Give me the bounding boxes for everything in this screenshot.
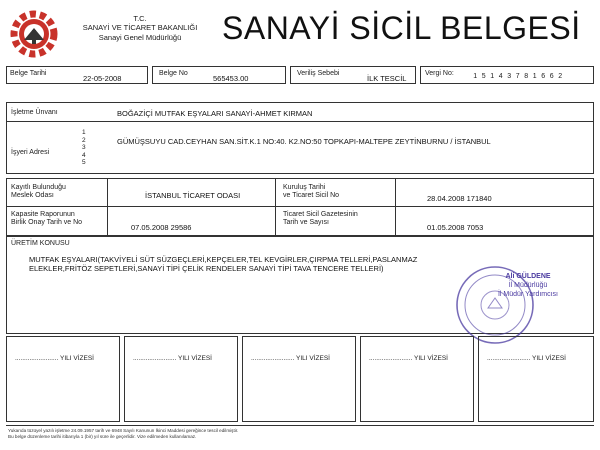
adres-line-number: 1 (82, 129, 86, 136)
vergi-no-digit: 6 (541, 73, 546, 80)
visa-label: ........................ YILI VİZESİ (133, 355, 212, 362)
stamp-name: Ali GÜLDENE (505, 273, 551, 280)
adres-value: GÜMÜŞSUYU CAD.CEYHAN SAN.SİT.K.1 NO:40. K2.NO:50 TOPKAPI-MALTEPE ZEYTİNBURNU / İSTANBUL (117, 137, 491, 146)
adres-line-number: 4 (82, 151, 86, 159)
belge-no-label: Belge No (159, 70, 188, 77)
kayitli-label-line1: Kayıtlı Bulunduğu (11, 184, 66, 191)
verilis-sebebi-label: Veriliş Sebebi (297, 70, 340, 77)
kapasite-label-line2: Birlik Onay Tarih ve No (11, 219, 83, 226)
tc-label: T.C. (133, 14, 147, 23)
vergi-no-digit: 1 (532, 73, 537, 80)
kurulus-label-line2: ve Ticaret Sicil No (283, 192, 340, 199)
isletme-unvani-value: BOĞAZİÇİ MUTFAK EŞYALARI SANAYİ-AHMET KIRMAN (117, 109, 313, 118)
visa-label: ........................ YILI VİZESİ (15, 355, 94, 362)
visa-box (124, 336, 238, 422)
adres-line-number: 3 (82, 144, 86, 151)
vergi-no-digit: 1 (490, 73, 495, 80)
adres-line-number: 5 (82, 159, 86, 166)
belge-no-box (152, 66, 286, 84)
kurulus-value: 28.04.2008 171840 (427, 194, 492, 203)
kurulus-label-line1: Kuruluş Tarihi (283, 184, 326, 191)
registry-hdivider (7, 206, 593, 207)
gazete-label-line2: Tarih ve Sayısı (283, 219, 329, 226)
gazete-value: 01.05.2008 7053 (427, 223, 484, 232)
vergi-no-label: Vergi No: (425, 70, 454, 77)
adres-line-numbers (82, 129, 86, 167)
visa-box (478, 336, 594, 422)
vergi-no-digit: 4 (498, 73, 503, 80)
stamp-office: İl Müdürlüğü (508, 282, 548, 289)
adres-line-number: 2 (82, 136, 86, 144)
kurulus-label (283, 184, 339, 200)
visa-label: ........................ YILI VİZESİ (251, 355, 330, 362)
footer-notes (8, 428, 238, 440)
header-text (70, 14, 210, 43)
footer-divider (6, 425, 594, 426)
signature-stamp (470, 272, 586, 299)
kayitli-value: İSTANBUL TİCARET ODASI (145, 191, 241, 200)
production-label: ÜRETİM KONUSU (11, 240, 70, 247)
visa-box (360, 336, 474, 422)
visa-label: ........................ YILI VİZESİ (369, 355, 448, 362)
directorate-name: Sanayi Genel Müdürlüğü (98, 33, 182, 42)
vergi-no-digit: 5 (481, 73, 486, 80)
visa-label: ........................ YILI VİZESİ (487, 355, 566, 362)
footer-line2: Bu belge düzenleme tarihi itibarıyla 1 (bir) yıl süre ile geçerlidir. Vize edilmeden kullanılamaz. (8, 434, 197, 439)
vergi-no-digit: 7 (515, 73, 520, 80)
footer-line1: Yukarıda tüzüyel yazılı işletme 24.09.1957 tarih ve 6948 Sayılı Kanunun İkinci Maddesi gereğince tescil edilmiştir. (8, 428, 239, 433)
production-text-line1: MUTFAK EŞYALARI(TAKVİYELİ SÜT SÜZGEÇLERİ,KEPÇELER,TEL KEVGİRLER,ÇIRPMA TELLERİ,PASLANMAZ (29, 255, 418, 264)
belge-tarihi-box (6, 66, 148, 84)
kayitli-label-line2: Meslek Odası (11, 192, 54, 199)
belge-tarihi-label: Belge Tarihi (10, 70, 47, 77)
registry-section (6, 178, 594, 236)
adres-label: İşyeri Adresi (11, 149, 50, 156)
kapasite-value: 07.05.2008 29586 (131, 223, 192, 232)
belge-tarihi-value: 22-05-2008 (83, 74, 122, 83)
gear-logo-icon (14, 14, 54, 54)
registry-vdivider-1 (107, 179, 108, 235)
unvani-divider (7, 121, 593, 122)
business-section (6, 102, 594, 174)
gazete-label-line1: Ticaret Sicil Gazetesinin (283, 211, 358, 218)
verilis-sebebi-box (290, 66, 416, 84)
vergi-no-digits (471, 73, 565, 80)
document-title: SANAYİ SİCİL BELGESİ (222, 10, 581, 46)
vergi-no-digit: 8 (524, 73, 529, 80)
registry-vdivider-3 (395, 179, 396, 235)
vergi-no-digit: 3 (507, 73, 512, 80)
stamp-title: İl Müdür Yardımcısı (497, 291, 559, 298)
vergi-no-digit: 6 (549, 73, 554, 80)
ministry-name: SANAYİ VE TİCARET BAKANLIĞI (82, 23, 198, 32)
visa-box (242, 336, 356, 422)
vergi-no-box (420, 66, 594, 84)
kapasite-label (11, 211, 82, 227)
vergi-no-digit: 1 (473, 73, 478, 80)
isletme-unvani-label: İşletme Ünvanı (11, 109, 58, 116)
kayitli-label (11, 184, 66, 200)
kapasite-label-line1: Kapasite Raporunun (11, 211, 75, 218)
vergi-no-digit: 2 (558, 73, 563, 80)
belge-no-value: 565453.00 (213, 74, 249, 83)
visa-box (6, 336, 120, 422)
registry-vdivider-2 (275, 179, 276, 235)
ministry-logo (6, 6, 62, 62)
production-text-line2: ELEKLER,FRİTÖZ SEPETLERİ,SANAYİ TİPİ ÇELİK RENDELER SANAYİ TİPİ TAVA TENCERE TELLERİ) (29, 264, 384, 273)
verilis-sebebi-value: İLK TESCİL (367, 74, 407, 83)
gazete-label (283, 211, 358, 227)
